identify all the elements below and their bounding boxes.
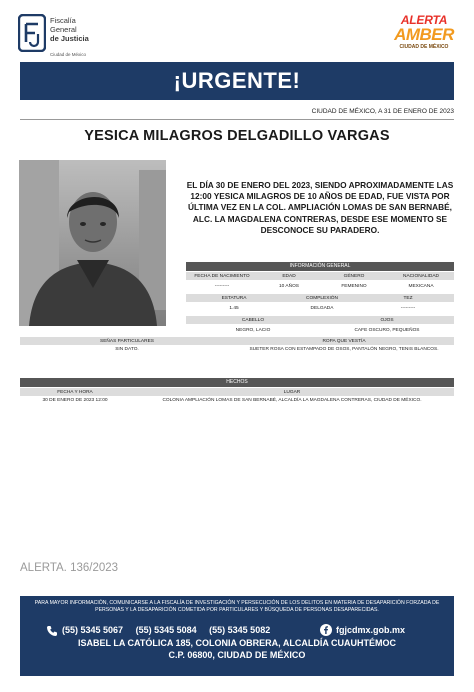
date-line: CIUDAD DE MÉXICO, A 31 DE ENERO DE 2023 (311, 108, 454, 115)
divider (20, 119, 454, 120)
urgent-banner: ¡URGENTE! (20, 62, 454, 100)
place-label: LUGAR (283, 390, 301, 395)
contact-info-text: PARA MAYOR INFORMACIÓN, COMUNICARSE A LA FISCALÍA DE INVESTIGACIÓN Y PERSECUCIÓN DE LOS DELITOS EN MATERIA DE DESAPARICIÓN FORZADA DE PERSONAS Y LA DESAPARICIÓN COMETIDA POR PARTICULARES Y BÚSQUEDA DE PERSONAS DESAPARECIDAS. (34, 600, 440, 613)
person-photo (19, 160, 166, 326)
website-link[interactable]: fgjcdmx.gob.mx (336, 625, 406, 635)
alert-code: ALERTA. 136/2023 (20, 562, 119, 574)
hechos-header: HECHOS (20, 378, 454, 387)
facebook-icon (320, 624, 332, 636)
complexion-value: --------- (400, 306, 416, 311)
birthdate-value: --------- (214, 284, 230, 289)
gender-label: GÉNERO (343, 274, 365, 279)
hair-label: CABELLO (241, 318, 265, 323)
datetime-label: FECHA Y HORA (57, 390, 93, 395)
place-value: COLONIA AMPLIACIÓN LOMAS DE SAN BERNABÉ, ALCALDÍA LA MAGDALENA CONTRERAS, CIUDAD DE MÉXICO. (162, 398, 422, 403)
alerta-amber-logo (388, 14, 460, 60)
build-value: DELGADA (310, 306, 334, 311)
org-line1: Fiscalía (50, 16, 76, 25)
eyes-value: CAFE OSCURO, PEQUEÑOS (354, 328, 420, 333)
person-photo-image (19, 160, 166, 326)
datetime-value: 30 DE ENERO DE 2023 12:00 (42, 398, 108, 403)
birthdate-label: FECHA DE NACIMIENTO (194, 274, 250, 279)
complexion-label: TEZ (403, 296, 413, 301)
age-label: EDAD (282, 274, 296, 279)
phone-number-3[interactable]: (55) 5345 5082 (209, 625, 271, 635)
amber-line2: AMBER (394, 25, 454, 44)
org-name (50, 16, 89, 43)
address-line1: ISABEL LA CATÓLICA 185, COLONIA OBRERA, ALCALDÍA CUAUHTÉMOC (77, 638, 396, 648)
clothing-value: SUETER ROSA CON ESTAMPADO DE OSOS, PANTALÓN NEGRO, TENIS BLANCOS. (249, 347, 439, 352)
phone-icon (46, 625, 58, 637)
contact-footer (20, 596, 454, 676)
org-line3: de Justicia (50, 34, 89, 43)
phone-numbers (62, 625, 280, 635)
clothing-label: ROPA QUE VESTÍA (322, 339, 366, 344)
person-name: YESICA MILAGROS DELGADILLO VARGAS (84, 128, 390, 144)
amber-line3: CIUDAD DE MÉXICO (399, 44, 449, 50)
fgj-emblem-icon (18, 14, 46, 52)
phone-number-2[interactable]: (55) 5345 5084 (135, 625, 197, 635)
height-label: ESTATURA (221, 296, 247, 301)
age-value: 10 AÑOS (279, 284, 299, 289)
eyes-label: OJOS (380, 318, 394, 323)
general-info-header: INFORMACIÓN GENERAL (186, 262, 454, 271)
build-label: COMPLEXIÓN (306, 296, 338, 301)
amber-line1: ALERTA (400, 13, 448, 27)
phone-number-1[interactable]: (55) 5345 5067 (62, 625, 124, 635)
address-line2: C.P. 06800, CIUDAD DE MÉXICO (168, 650, 306, 660)
nationality-value: MEXICANA (408, 284, 434, 289)
org-line2: General (50, 25, 77, 34)
distinguishing-marks-value: SIN DATO. (115, 347, 139, 352)
fgj-logo (18, 14, 128, 60)
case-description: EL DÍA 30 DE ENERO DEL 2023, SIENDO APROXIMADAMENTE LAS 12:00 YESICA MILAGROS DE 10 AÑOS DE EDAD, FUE VISTA POR ÚLTIMA VEZ EN LA COL. AMPLIACIÓN LOMAS DE SAN BERNABÉ, ALC. LA MAGDALENA CONTRERAS, DESDE ESE MOMENTO SE DESCONOCE SU PARADERO. (186, 180, 454, 235)
gender-value: FEMENINO (341, 284, 367, 289)
distinguishing-marks-label: SEÑAS PARTICULARES (100, 339, 154, 344)
nationality-label: NACIONALIDAD (403, 274, 439, 279)
page-header (0, 0, 474, 62)
height-value: 1.45 (229, 306, 239, 311)
hair-value: NEGRO, LACIO (235, 328, 271, 333)
org-sub: Ciudad de México (50, 52, 87, 57)
